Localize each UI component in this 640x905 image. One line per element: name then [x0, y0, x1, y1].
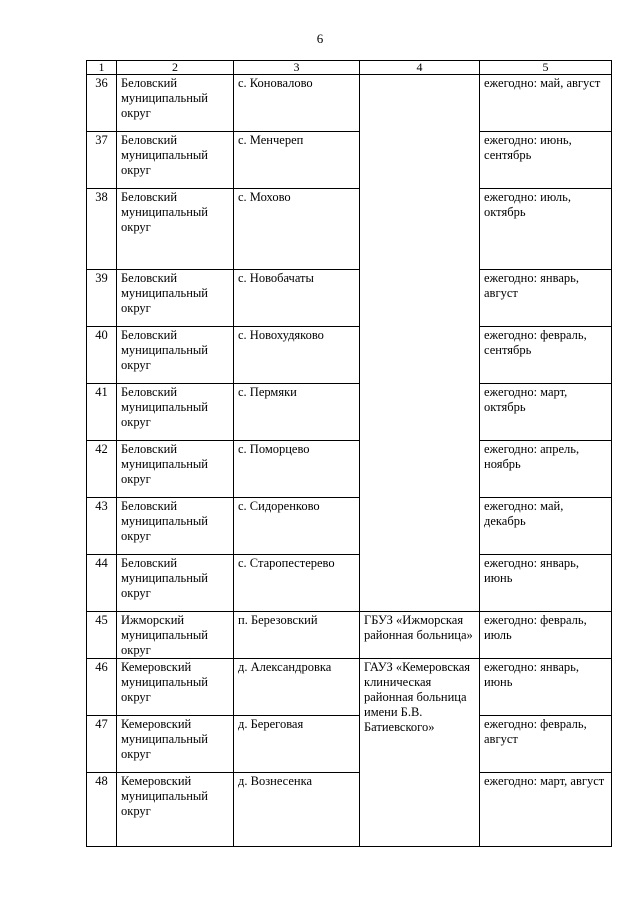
settlement-cell: д. Береговая [234, 716, 360, 773]
settlement-cell: д. Вознесенка [234, 773, 360, 847]
district-cell: Беловский муниципальный округ [117, 132, 234, 189]
settlement-cell: с. Пермяки [234, 384, 360, 441]
schedule-cell: ежегодно: февраль, июль [480, 612, 612, 659]
row-number: 46 [87, 659, 117, 716]
table-row [87, 132, 612, 189]
table-row [87, 716, 612, 773]
header-cell: 2 [117, 61, 234, 75]
row-number: 45 [87, 612, 117, 659]
table-row [87, 270, 612, 327]
settlement-cell: п. Березовский [234, 612, 360, 659]
table-row [87, 441, 612, 498]
schedule-cell: ежегодно: март, август [480, 773, 612, 847]
table-row [87, 327, 612, 384]
row-number: 47 [87, 716, 117, 773]
district-cell: Беловский муниципальный округ [117, 327, 234, 384]
schedule-cell: ежегодно: январь, август [480, 270, 612, 327]
row-number: 41 [87, 384, 117, 441]
row-number: 37 [87, 132, 117, 189]
settlement-cell: с. Поморцево [234, 441, 360, 498]
schedule-cell: ежегодно: январь, июнь [480, 555, 612, 612]
district-cell: Кемеровский муниципальный округ [117, 773, 234, 847]
institution-cell: ГАУЗ «Кемеровская клиническая районная больница имени Б.В. Батиевского» [360, 659, 480, 847]
settlement-cell: с. Менчереп [234, 132, 360, 189]
row-number: 42 [87, 441, 117, 498]
row-number: 48 [87, 773, 117, 847]
header-cell: 3 [234, 61, 360, 75]
row-number: 38 [87, 189, 117, 270]
schedule-cell: ежегодно: февраль, сентябрь [480, 327, 612, 384]
table-header-row [87, 61, 612, 75]
district-cell: Беловский муниципальный округ [117, 441, 234, 498]
district-cell: Беловский муниципальный округ [117, 384, 234, 441]
row-number: 36 [87, 75, 117, 132]
row-number: 44 [87, 555, 117, 612]
row-number: 40 [87, 327, 117, 384]
settlement-cell: с. Новобачаты [234, 270, 360, 327]
settlement-cell: с. Мохово [234, 189, 360, 270]
page-number: 6 [316, 31, 324, 46]
table-row [87, 75, 612, 132]
table-row [87, 555, 612, 612]
table-row [87, 384, 612, 441]
schedule-cell: ежегодно: январь, июнь [480, 659, 612, 716]
settlement-cell: с. Новохудяково [234, 327, 360, 384]
table-row [87, 498, 612, 555]
table-row [87, 773, 612, 847]
schedule-cell: ежегодно: июнь, сентябрь [480, 132, 612, 189]
district-cell: Беловский муниципальный округ [117, 270, 234, 327]
schedule-cell: ежегодно: май, август [480, 75, 612, 132]
schedule-cell: ежегодно: март, октябрь [480, 384, 612, 441]
table-row [87, 612, 612, 659]
district-cell: Беловский муниципальный округ [117, 498, 234, 555]
district-cell: Беловский муниципальный округ [117, 75, 234, 132]
table-row [87, 659, 612, 716]
district-cell: Ижморский муниципальный округ [117, 612, 234, 659]
header-cell: 5 [480, 61, 612, 75]
schedule-cell: ежегодно: апрель, ноябрь [480, 441, 612, 498]
header-cell: 1 [87, 61, 117, 75]
row-number: 43 [87, 498, 117, 555]
schedule-cell: ежегодно: июль, октябрь [480, 189, 612, 270]
row-number: 39 [87, 270, 117, 327]
district-cell: Беловский муниципальный округ [117, 555, 234, 612]
header-cell: 4 [360, 61, 480, 75]
schedule-cell: ежегодно: февраль, август [480, 716, 612, 773]
schedule-table [86, 60, 612, 847]
table-row [87, 189, 612, 270]
settlement-cell: с. Старопестерево [234, 555, 360, 612]
schedule-cell: ежегодно: май, декабрь [480, 498, 612, 555]
district-cell: Беловский муниципальный округ [117, 189, 234, 270]
institution-cell-empty [360, 75, 480, 612]
settlement-cell: д. Александровка [234, 659, 360, 716]
settlement-cell: с. Сидоренково [234, 498, 360, 555]
institution-cell: ГБУЗ «Ижморская районная больница» [360, 612, 480, 659]
settlement-cell: с. Коновалово [234, 75, 360, 132]
district-cell: Кемеровский муниципальный округ [117, 659, 234, 716]
district-cell: Кемеровский муниципальный округ [117, 716, 234, 773]
